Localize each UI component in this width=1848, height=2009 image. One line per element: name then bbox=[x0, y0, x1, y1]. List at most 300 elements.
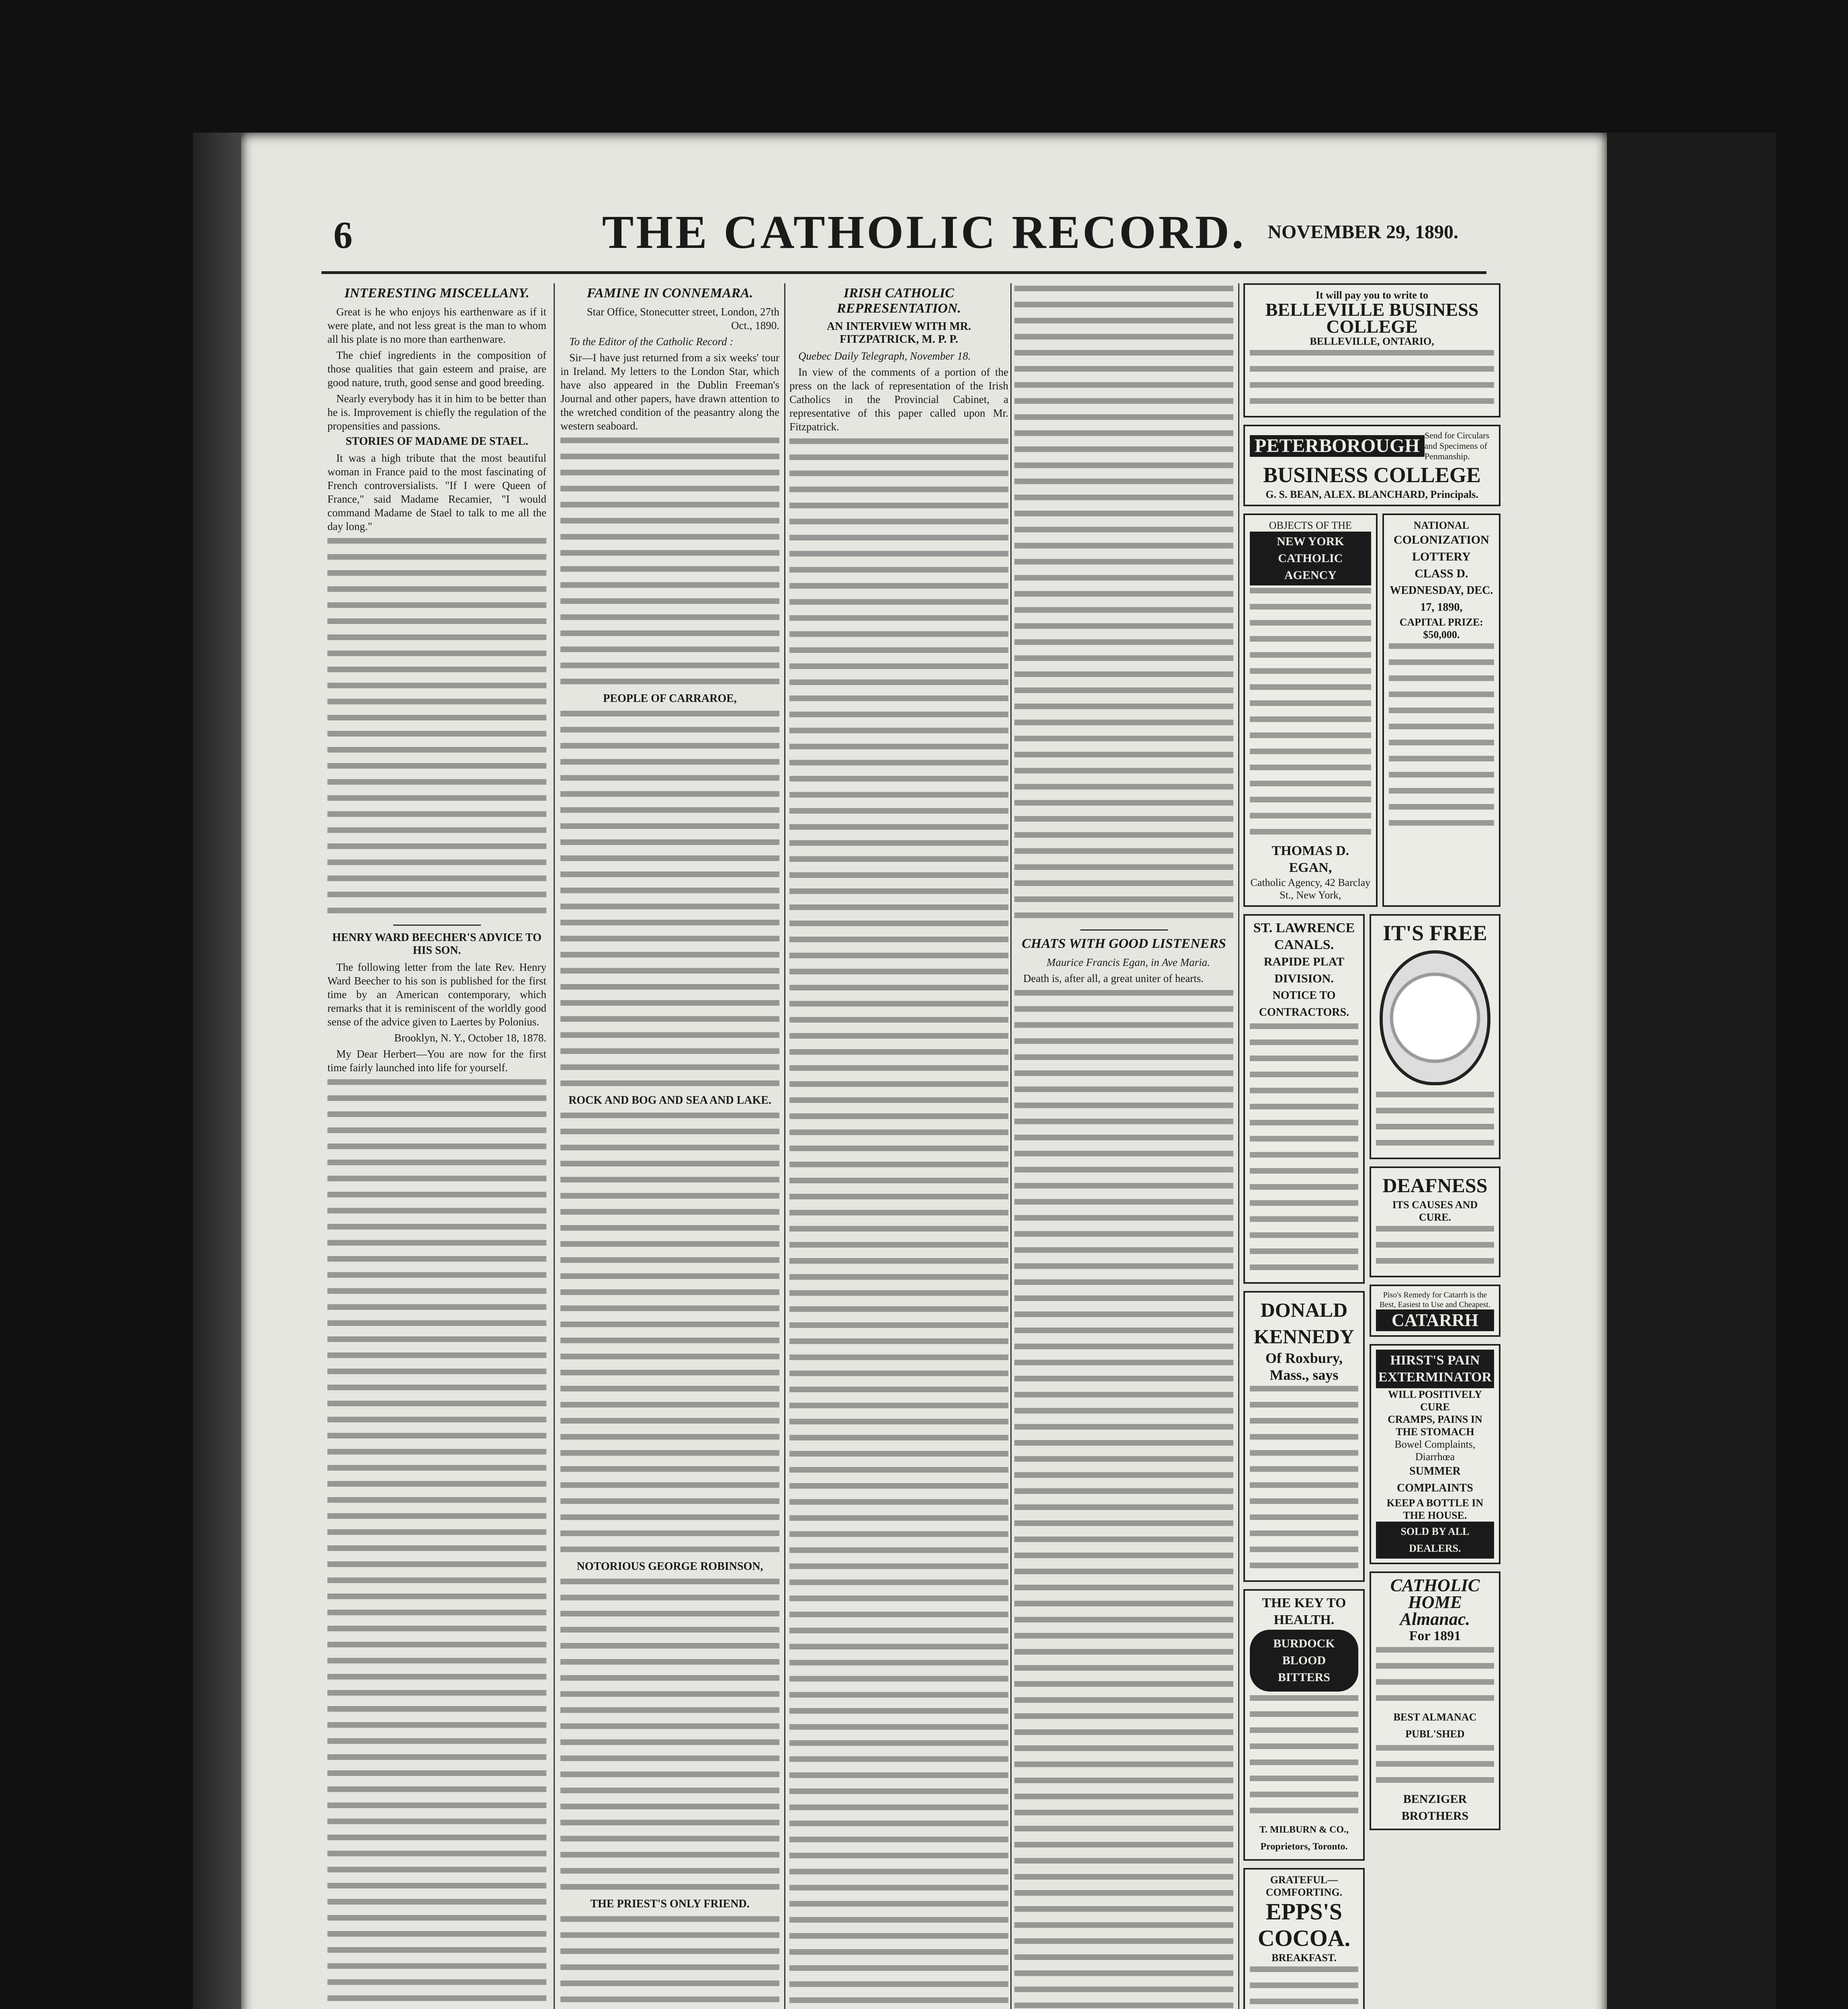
text-line bbox=[1014, 1711, 1233, 1725]
text-line bbox=[1014, 283, 1233, 297]
text-line bbox=[560, 853, 779, 867]
text-line bbox=[560, 1174, 779, 1188]
text-line bbox=[560, 1624, 779, 1638]
text-line bbox=[789, 1931, 1008, 1944]
text-line bbox=[789, 1818, 1008, 1832]
text-line bbox=[1014, 701, 1233, 715]
text-line bbox=[327, 712, 546, 726]
paragraph: In view of the comments of a portion of the press on the lack of representation of the Irish Catholics in the Provincial Cabinet, a representative of this paper called upon Mr. Fitzpatrick. bbox=[789, 366, 1008, 433]
text-line bbox=[1250, 1262, 1358, 1276]
text-line bbox=[560, 1464, 779, 1477]
text-line bbox=[327, 1238, 546, 1251]
text-line bbox=[789, 757, 1008, 771]
text-line bbox=[560, 1705, 779, 1718]
text-line bbox=[789, 1047, 1008, 1060]
text-line bbox=[1250, 618, 1371, 631]
text-line bbox=[560, 1335, 779, 1349]
text-line bbox=[560, 548, 779, 561]
text-line bbox=[789, 1513, 1008, 1526]
text-line bbox=[560, 1399, 779, 1413]
text-line bbox=[1250, 1512, 1358, 1526]
text-line bbox=[327, 1832, 546, 1846]
text-line bbox=[789, 661, 1008, 675]
text-line bbox=[1014, 1550, 1233, 1564]
text-line bbox=[560, 612, 779, 626]
text-line bbox=[789, 822, 1008, 835]
text-line bbox=[1014, 894, 1233, 908]
text-line bbox=[789, 1063, 1008, 1076]
text-line bbox=[789, 966, 1008, 980]
text-line bbox=[327, 873, 546, 887]
text-line bbox=[327, 552, 546, 565]
column-2 bbox=[560, 283, 779, 2009]
text-line bbox=[1250, 650, 1371, 663]
text-line bbox=[789, 1673, 1008, 1687]
text-line bbox=[789, 645, 1008, 659]
text-line bbox=[1014, 380, 1233, 393]
text-line bbox=[789, 1143, 1008, 1157]
text-line bbox=[560, 1142, 779, 1156]
text-line bbox=[1250, 1214, 1358, 1227]
text-line bbox=[560, 499, 779, 513]
text-line bbox=[789, 597, 1008, 610]
text-line bbox=[789, 934, 1008, 948]
byline: Maurice Francis Egan, in Ave Maria. bbox=[1047, 956, 1210, 968]
text-line bbox=[327, 745, 546, 758]
text-line bbox=[1376, 1775, 1494, 1788]
text-line bbox=[560, 1673, 779, 1686]
text-line bbox=[560, 1946, 779, 1960]
text-line bbox=[789, 1995, 1008, 2009]
text-line bbox=[327, 1704, 546, 1717]
text-line bbox=[327, 1254, 546, 1267]
text-line bbox=[327, 1221, 546, 1235]
text-line bbox=[1250, 714, 1371, 728]
text-line bbox=[560, 837, 779, 851]
text-line bbox=[327, 1896, 546, 1910]
text-line bbox=[789, 1288, 1008, 1301]
text-line bbox=[1014, 1679, 1233, 1692]
text-line bbox=[1014, 798, 1233, 811]
text-line bbox=[560, 1014, 779, 1027]
text-line bbox=[560, 580, 779, 593]
text-line bbox=[327, 648, 546, 662]
text-line bbox=[560, 1030, 779, 1043]
text-line bbox=[789, 613, 1008, 626]
text-line bbox=[327, 1993, 546, 2007]
text-line bbox=[789, 1529, 1008, 1543]
text-line bbox=[327, 568, 546, 581]
text-line bbox=[560, 1817, 779, 1831]
text-line bbox=[1014, 1791, 1233, 1805]
text-line bbox=[327, 1720, 546, 1733]
text-line bbox=[1250, 1448, 1358, 1461]
text-line bbox=[1250, 1496, 1358, 1510]
ad-ny-agency: OBJECTS OF THE NEW YORK CATHOLIC AGENCY THOMAS D. EGAN, Catholic Agency, 42 Barclay St., New York, bbox=[1243, 514, 1378, 907]
text-line bbox=[1014, 1357, 1233, 1371]
text-line bbox=[327, 1961, 546, 1974]
text-line bbox=[560, 724, 779, 738]
text-line bbox=[560, 532, 779, 545]
text-line bbox=[789, 1031, 1008, 1044]
text-line bbox=[1250, 1399, 1358, 1413]
text-line bbox=[789, 1368, 1008, 1382]
text-line bbox=[1014, 1534, 1233, 1548]
text-line bbox=[1376, 1240, 1494, 1253]
text-line bbox=[789, 1159, 1008, 1173]
text-line bbox=[327, 1800, 546, 1814]
text-line bbox=[1250, 1560, 1358, 1574]
text-line bbox=[327, 600, 546, 614]
text-line bbox=[560, 1319, 779, 1333]
text-line bbox=[560, 564, 779, 577]
text-line bbox=[789, 436, 1008, 450]
section-subhead: THE PRIEST'S ONLY FRIEND. bbox=[590, 1898, 750, 1910]
text-line bbox=[1376, 1121, 1494, 1135]
text-line bbox=[560, 805, 779, 818]
text-line bbox=[789, 1336, 1008, 1350]
text-line bbox=[1014, 589, 1233, 602]
text-line bbox=[789, 1207, 1008, 1221]
article-subtitle: AN INTERVIEW WITH MR. FITZPATRICK, M. P. P. bbox=[827, 320, 971, 346]
text-line bbox=[789, 1593, 1008, 1607]
text-line bbox=[327, 1864, 546, 1878]
text-line bbox=[1250, 364, 1494, 377]
text-line bbox=[1014, 1180, 1233, 1194]
text-line bbox=[560, 1158, 779, 1172]
text-line bbox=[1376, 1105, 1494, 1119]
text-line bbox=[1014, 1952, 1233, 1966]
text-line bbox=[789, 1915, 1008, 1928]
text-line bbox=[560, 596, 779, 610]
text-line bbox=[560, 1255, 779, 1268]
ad-hirst: HIRST'S PAIN EXTERMINATOR WILL POSITIVELY CURE CRAMPS, PAINS IN THE STOMACH Bowel Complaints, Diarrhœa SUMMER COMPLAINTS KEEP A BOTTLE IN THE HOUSE. SOLD BY ALL DEALERS. bbox=[1370, 1344, 1500, 1564]
text-line bbox=[1014, 2000, 1233, 2009]
text-line bbox=[560, 1994, 779, 2008]
text-line bbox=[560, 1737, 779, 1751]
ad-title: EPPS'S COCOA. bbox=[1257, 1899, 1351, 1951]
text-line bbox=[1250, 380, 1494, 393]
text-line bbox=[1014, 476, 1233, 490]
text-line bbox=[560, 1801, 779, 1815]
ad-title: COLONIZATION LOTTERY bbox=[1393, 533, 1489, 563]
text-line bbox=[1014, 1036, 1233, 1050]
text-line bbox=[1014, 1470, 1233, 1483]
text-line bbox=[327, 1430, 546, 1444]
text-line bbox=[327, 1543, 546, 1557]
text-line bbox=[789, 773, 1008, 787]
text-line bbox=[1376, 1137, 1494, 1151]
text-line bbox=[1250, 1464, 1358, 1477]
text-line bbox=[1014, 1888, 1233, 1901]
text-line bbox=[1389, 786, 1494, 799]
text-line bbox=[1250, 1432, 1358, 1445]
text-line bbox=[327, 1559, 546, 1573]
text-line bbox=[1014, 765, 1233, 779]
text-line bbox=[1014, 1261, 1233, 1275]
text-line bbox=[327, 777, 546, 790]
text-line bbox=[560, 1126, 779, 1140]
text-line bbox=[1250, 1383, 1358, 1397]
text-line bbox=[560, 933, 779, 947]
text-line bbox=[789, 1786, 1008, 1800]
text-line bbox=[327, 536, 546, 549]
text-line bbox=[560, 869, 779, 883]
text-line bbox=[560, 467, 779, 481]
text-line bbox=[1250, 1544, 1358, 1558]
text-line bbox=[327, 1848, 546, 1862]
text-line bbox=[1014, 1197, 1233, 1210]
text-line bbox=[1014, 1582, 1233, 1596]
text-line bbox=[560, 1721, 779, 1735]
text-line bbox=[1376, 1743, 1494, 1756]
text-line bbox=[327, 1929, 546, 1942]
text-line bbox=[789, 1191, 1008, 1205]
text-line bbox=[327, 1109, 546, 1123]
article-title: HENRY WARD BEECHER'S ADVICE TO HIS SON. bbox=[332, 931, 542, 957]
paragraph: The chief ingredients in the composition of those qualities that gain esteem and praise, are good nature, truth, good sense and good breeding. bbox=[327, 349, 546, 389]
text-line bbox=[327, 1977, 546, 1991]
text-line bbox=[789, 484, 1008, 498]
text-line bbox=[560, 451, 779, 465]
text-line bbox=[1014, 1245, 1233, 1258]
text-line bbox=[789, 548, 1008, 562]
text-line bbox=[1014, 428, 1233, 442]
ad-free-watch: IT'S FREE bbox=[1370, 914, 1500, 1159]
text-line bbox=[789, 1384, 1008, 1398]
text-line bbox=[789, 1304, 1008, 1318]
text-line bbox=[1014, 1743, 1233, 1757]
text-line bbox=[789, 1175, 1008, 1189]
text-line bbox=[1250, 585, 1371, 599]
text-line bbox=[1014, 1614, 1233, 1628]
text-line bbox=[1250, 634, 1371, 647]
text-line bbox=[1250, 1085, 1358, 1099]
text-line bbox=[1250, 682, 1371, 696]
burdock-logo: BURDOCK BLOOD BITTERS bbox=[1250, 1628, 1358, 1693]
paragraph: It was a high tribute that the most beautiful woman in France paid to the most fascinating of French controversialists. "If I were Queen of France," said Madame Recamier, "I would command Madame de Stael to talk to me all the day long." bbox=[327, 452, 546, 532]
text-line bbox=[1014, 1807, 1233, 1821]
article-title: CHATS WITH GOOD LISTENERS bbox=[1022, 936, 1226, 951]
text-line bbox=[789, 741, 1008, 755]
text-line bbox=[560, 1914, 779, 1927]
text-line bbox=[1014, 1213, 1233, 1226]
text-line bbox=[1250, 1480, 1358, 1493]
text-line bbox=[327, 1945, 546, 1958]
text-line bbox=[789, 1272, 1008, 1285]
ads-column bbox=[1243, 283, 1500, 2009]
issue-date: NOVEMBER 29, 1890. bbox=[1267, 221, 1458, 243]
text-line bbox=[1014, 1839, 1233, 1853]
text-line bbox=[789, 1416, 1008, 1430]
text-line bbox=[560, 1432, 779, 1445]
text-line bbox=[1250, 1789, 1358, 1803]
paragraph: Sir—I have just returned from a six weeks' tour in Ireland. My letters to the London Star, which have also appeared in the Dublin Freeman's Journal and other papers, have drawn attention to the wretched condition of the peasantry along the western seaboard. bbox=[560, 352, 779, 432]
page-number: 6 bbox=[333, 214, 353, 256]
text-line bbox=[1014, 1164, 1233, 1178]
text-line bbox=[1014, 1422, 1233, 1435]
ad-title: CATHOLIC HOME Almanac. bbox=[1390, 1575, 1480, 1629]
text-line bbox=[560, 1223, 779, 1236]
text-line bbox=[560, 1962, 779, 1976]
text-line bbox=[1376, 1089, 1494, 1103]
text-line bbox=[789, 1963, 1008, 1976]
text-line bbox=[560, 1271, 779, 1285]
text-line bbox=[1014, 878, 1233, 892]
text-line bbox=[789, 725, 1008, 739]
text-line bbox=[789, 1079, 1008, 1092]
text-line bbox=[1250, 1773, 1358, 1787]
text-line bbox=[327, 1511, 546, 1524]
text-line bbox=[327, 1077, 546, 1090]
paragraph: Nearly everybody has it in him to be better than he is. Improvement is chiefly the regulation of the propensities and passions. bbox=[327, 393, 546, 432]
text-line bbox=[789, 516, 1008, 530]
text-line bbox=[1014, 1695, 1233, 1708]
text-line bbox=[1014, 299, 1233, 313]
text-line bbox=[789, 629, 1008, 642]
text-line bbox=[560, 1544, 779, 1558]
text-line bbox=[789, 1432, 1008, 1446]
text-line bbox=[327, 1768, 546, 1782]
text-line bbox=[560, 1207, 779, 1220]
text-line bbox=[789, 1641, 1008, 1655]
text-line bbox=[1014, 1100, 1233, 1114]
text-line bbox=[327, 632, 546, 646]
paragraph: My Dear Herbert—You are now for the first time fairly launched into life for yourself. bbox=[327, 1048, 546, 1074]
text-line bbox=[1014, 1405, 1233, 1419]
text-line bbox=[1014, 1389, 1233, 1403]
text-line bbox=[789, 1577, 1008, 1591]
text-line bbox=[327, 1302, 546, 1315]
text-line bbox=[789, 1111, 1008, 1125]
text-line bbox=[1014, 1341, 1233, 1355]
text-line bbox=[327, 1093, 546, 1107]
text-line bbox=[1014, 1759, 1233, 1773]
text-line bbox=[789, 1465, 1008, 1478]
text-line bbox=[1014, 540, 1233, 554]
text-line bbox=[789, 1657, 1008, 1671]
text-line bbox=[1250, 778, 1371, 792]
text-line bbox=[560, 435, 779, 449]
text-line bbox=[789, 1223, 1008, 1237]
text-line bbox=[560, 483, 779, 497]
text-line bbox=[1250, 396, 1494, 409]
ad-title: NEW YORK CATHOLIC AGENCY bbox=[1250, 532, 1371, 585]
text-line bbox=[789, 902, 1008, 916]
text-line bbox=[1250, 1069, 1358, 1083]
text-line bbox=[1014, 396, 1233, 409]
text-line bbox=[1250, 1150, 1358, 1163]
text-line bbox=[789, 854, 1008, 867]
text-line bbox=[1014, 814, 1233, 827]
text-line bbox=[1014, 444, 1233, 458]
text-line bbox=[560, 966, 779, 979]
text-line bbox=[789, 1625, 1008, 1639]
text-line bbox=[1389, 753, 1494, 767]
ad-title: BELLEVILLE BUSINESS COLLEGE bbox=[1265, 299, 1479, 337]
text-line bbox=[1250, 1133, 1358, 1147]
text-line bbox=[789, 1352, 1008, 1366]
text-line bbox=[327, 664, 546, 678]
paragraph: The following letter from the late Rev. Henry Ward Beecher to his son is published for the first time by an American contemporary, which remarks that it is reminiscent of the worldly good sense of the advice given to Laertes by Polonius. bbox=[327, 961, 546, 1028]
text-line bbox=[327, 1141, 546, 1155]
text-line bbox=[560, 1448, 779, 1461]
text-line bbox=[1014, 605, 1233, 618]
text-line bbox=[789, 1127, 1008, 1141]
text-line bbox=[327, 793, 546, 806]
text-line bbox=[560, 1287, 779, 1301]
text-line bbox=[1014, 1084, 1233, 1098]
text-line bbox=[560, 1303, 779, 1317]
header-rule bbox=[321, 271, 1486, 274]
text-line bbox=[789, 1448, 1008, 1462]
text-line bbox=[1250, 1101, 1358, 1115]
text-line bbox=[1389, 802, 1494, 815]
ad-kennedy: DONALD KENNEDY Of Roxbury, Mass., says bbox=[1243, 1291, 1365, 1582]
text-line bbox=[1250, 1246, 1358, 1260]
text-line bbox=[789, 982, 1008, 996]
text-line bbox=[560, 1480, 779, 1493]
text-line bbox=[1014, 1293, 1233, 1307]
text-line bbox=[1376, 1661, 1494, 1674]
text-line bbox=[327, 1752, 546, 1766]
text-line bbox=[327, 1880, 546, 1894]
text-line bbox=[560, 789, 779, 802]
text-line bbox=[1014, 1020, 1233, 1033]
text-line bbox=[327, 1479, 546, 1492]
text-line bbox=[560, 1833, 779, 1847]
page-header bbox=[241, 201, 1607, 265]
text-line bbox=[1014, 1936, 1233, 1950]
text-line bbox=[789, 1015, 1008, 1028]
text-line bbox=[789, 790, 1008, 803]
text-line bbox=[560, 1689, 779, 1702]
text-line bbox=[560, 1062, 779, 1076]
text-line bbox=[1250, 1709, 1358, 1723]
text-line bbox=[1389, 641, 1494, 655]
text-line bbox=[327, 1463, 546, 1476]
text-line bbox=[1250, 1757, 1358, 1771]
text-line bbox=[327, 1205, 546, 1219]
text-line bbox=[1250, 348, 1494, 361]
text-line bbox=[560, 757, 779, 770]
article-title: FAMINE IN CONNEMARA. bbox=[587, 286, 753, 301]
text-line bbox=[560, 1078, 779, 1092]
text-line bbox=[560, 1191, 779, 1204]
article-title: STORIES OF MADAME DE STAEL. bbox=[345, 435, 528, 448]
text-line bbox=[1014, 1486, 1233, 1500]
column-3 bbox=[789, 283, 1008, 2009]
text-line bbox=[1014, 1325, 1233, 1339]
text-line bbox=[560, 1512, 779, 1526]
text-line bbox=[1250, 1996, 1358, 2009]
ad-piso: Piso's Remedy for Catarrh is the Best, Easiest to Use and Cheapest. CATARRH bbox=[1370, 1285, 1500, 1337]
text-line bbox=[1014, 910, 1233, 924]
text-line bbox=[1250, 762, 1371, 776]
text-line bbox=[1250, 1198, 1358, 1211]
text-line bbox=[1376, 1256, 1494, 1269]
text-line bbox=[1250, 794, 1371, 808]
text-line bbox=[327, 1350, 546, 1364]
text-line bbox=[1014, 669, 1233, 683]
text-line bbox=[1014, 1277, 1233, 1291]
text-line bbox=[560, 982, 779, 995]
text-line bbox=[789, 1738, 1008, 1751]
text-line bbox=[560, 1641, 779, 1654]
text-line bbox=[1014, 988, 1233, 1001]
text-line bbox=[1014, 1663, 1233, 1676]
text-line bbox=[789, 806, 1008, 819]
